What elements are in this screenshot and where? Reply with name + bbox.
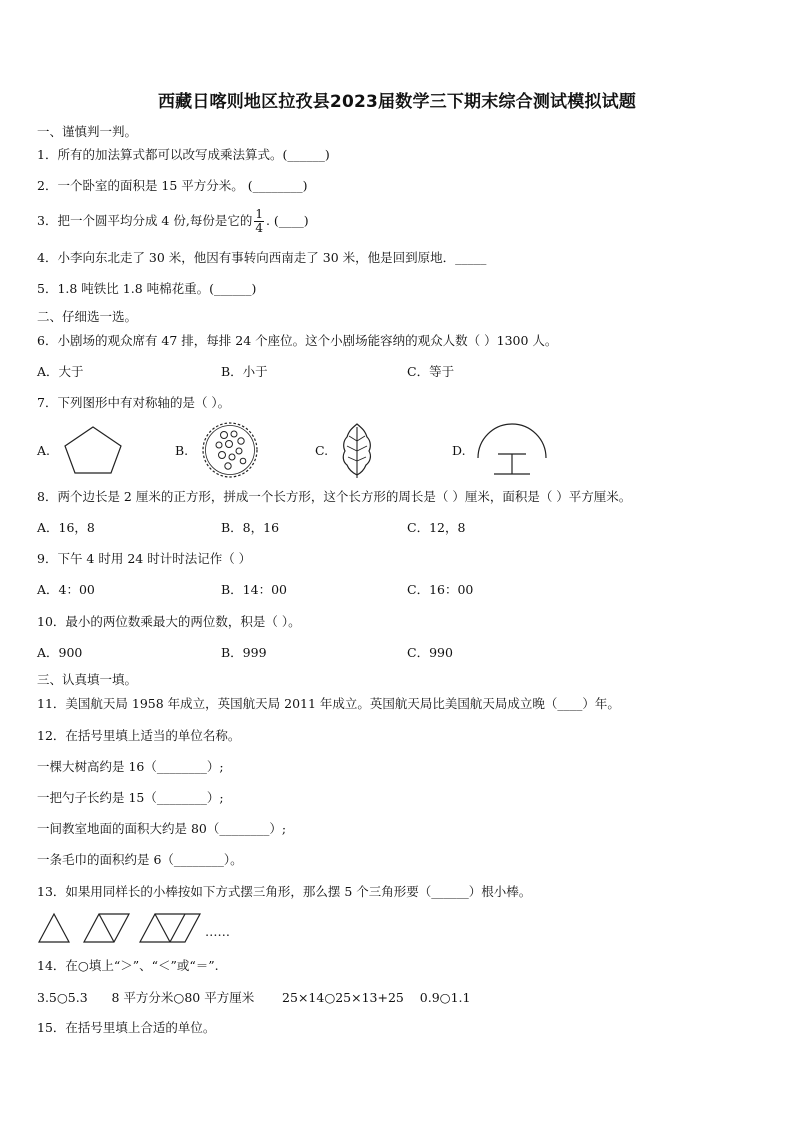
question-8: 8．两个边长是 2 厘米的正方形，拼成一个长方形，这个长方形的周长是（ ）厘米，面积是（ ）平方厘米。 (37, 489, 632, 504)
triangle-sticks-figure (38, 912, 208, 944)
option-c: C．等于 (407, 364, 455, 379)
option-c: C. (315, 443, 329, 458)
question-4: 4．小李向东北走了 30 米，他因有事转向西南走了 30 米，他是回到原地．_____ (37, 250, 487, 265)
option-b: B．14：00 (221, 582, 287, 597)
question-9: 9．下午 4 时用 24 时计时法记作（ ） (37, 551, 252, 566)
section-heading-judge: 一、谨慎判一判。 (37, 124, 138, 139)
question-12-line-1: 一棵大树高约是 16（________）; (37, 759, 224, 774)
question-1: 1．所有的加法算式都可以改写成乘法算式。(______) (37, 147, 330, 162)
semicircle-figure (476, 422, 548, 478)
question-6: 6．小剧场的观众席有 47 排，每排 24 个座位。这个小剧场能容纳的观众人数（ ）1300 人。 (37, 333, 558, 348)
option-c: C．990 (407, 645, 453, 660)
option-d: D. (452, 443, 466, 458)
question-5: 5．1.8 吨铁比 1.8 吨棉花重。(______) (37, 281, 257, 296)
question-12-line-3: 一间教室地面的面积大约是 80（________）; (37, 821, 287, 836)
option-a: A．900 (37, 645, 83, 660)
ellipsis: …… (205, 924, 230, 939)
option-b: B. (175, 443, 189, 458)
question-3-text: 3．把一个圆平均分成 4 份,每份是它的 (37, 213, 253, 228)
question-12: 12．在括号里填上适当的单位名称。 (37, 728, 241, 743)
question-15: 15．在括号里填上合适的单位。 (37, 1020, 216, 1035)
page-title: 西藏日喀则地区拉孜县2023届数学三下期末综合测试模拟试题 (157, 92, 637, 112)
dotted-circle-figure (201, 421, 259, 479)
section-heading-choose: 二、仔细选一选。 (37, 309, 138, 324)
question-3 (37, 206, 309, 236)
option-b: B．8，16 (221, 520, 280, 535)
question-12-line-4: 一条毛巾的面积约是 6（________）。 (37, 852, 243, 867)
fraction-denominator: 4 (255, 220, 263, 235)
fraction-numerator: 1 (255, 206, 263, 221)
question-14: 14．在○填上“＞”、“＜”或“＝”. (37, 958, 219, 973)
option-a: A. (37, 443, 51, 458)
fraction (254, 208, 264, 235)
question-3-blank: . (____) (265, 213, 309, 228)
option-b: B．小于 (221, 364, 268, 379)
question-10: 10．最小的两位数乘最大的两位数，积是（ ）。 (37, 614, 301, 629)
pentagon-figure (62, 425, 124, 475)
question-7: 7．下列图形中有对称轴的是（ ）。 (37, 395, 231, 410)
option-a: A．4：00 (37, 582, 95, 597)
leaf-figure (338, 421, 376, 479)
question-11: 11．美国航天局 1958 年成立，英国航天局 2011 年成立。英国航天局比美国航天局成立晚（____）年。 (37, 696, 620, 711)
question-14-items: 3.5○5.3 8 平方分米○80 平方厘米 25×14○25×13+25 0.9○1.1 (37, 990, 471, 1005)
question-2: 2．一个卧室的面积是 15 平方分米。 (________) (37, 178, 308, 193)
section-heading-fill: 三、认真填一填。 (37, 672, 138, 687)
option-a: A．大于 (37, 364, 84, 379)
option-a: A．16，8 (37, 520, 95, 535)
question-12-line-2: 一把勺子长约是 15（________）; (37, 790, 224, 805)
question-13: 13．如果用同样长的小棒按如下方式摆三角形，那么摆 5 个三角形要（______）根小棒。 (37, 884, 532, 899)
option-c: C．16：00 (407, 582, 474, 597)
option-b: B．999 (221, 645, 267, 660)
option-c: C．12，8 (407, 520, 466, 535)
